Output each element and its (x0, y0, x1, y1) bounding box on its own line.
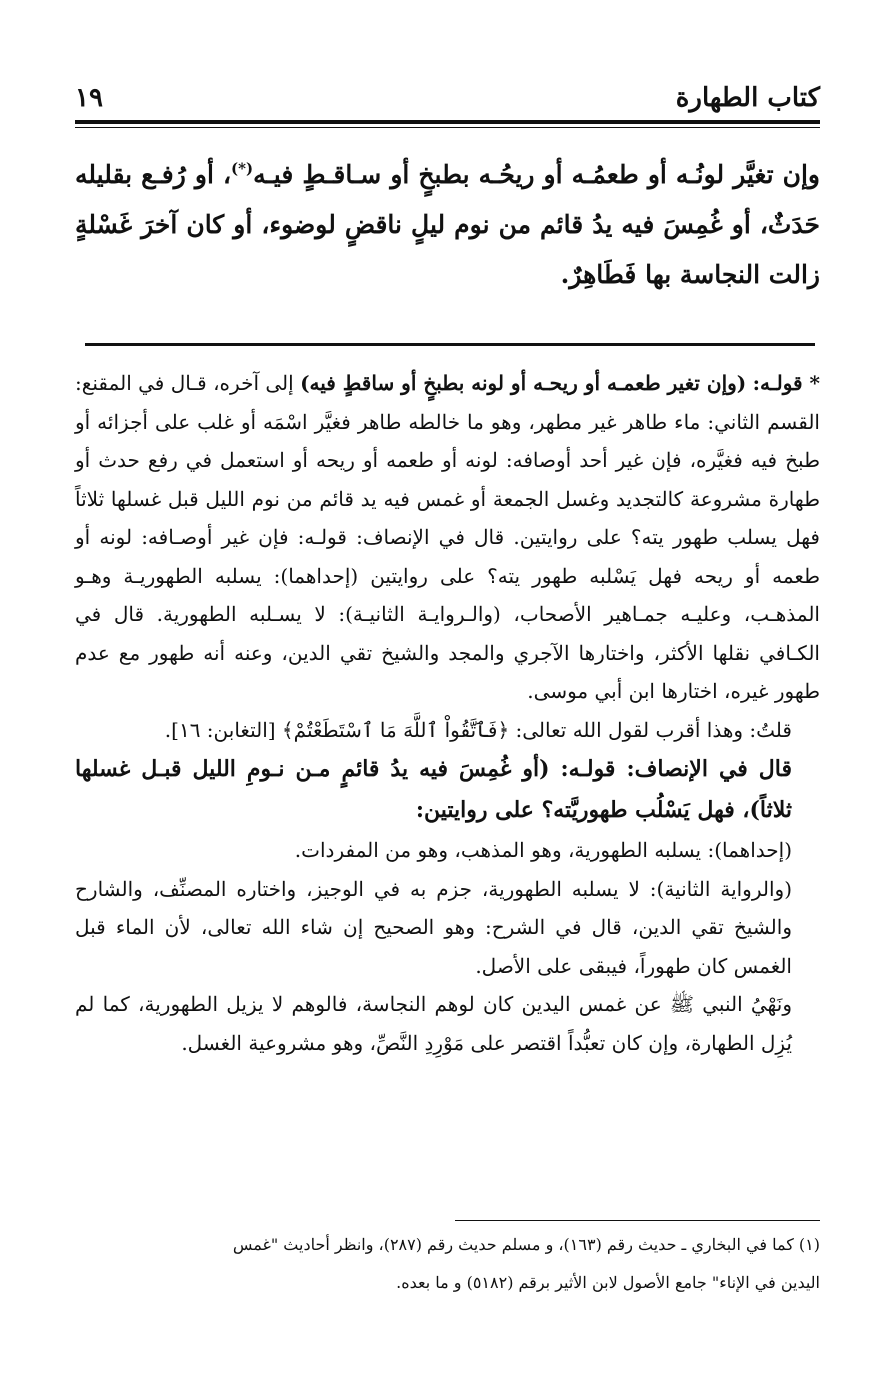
footnote-1-line-2: اليدين في الإناء" جامع الأصول لابن الأثير برقم (٥١٨٢) و ما بعده. (396, 1273, 820, 1292)
commentary-paragraph-5: (والرواية الثانية): لا يسلبه الطهورية، جزم به في الوجيز، واختاره المصنِّف، والشارح والشيخ تقي الدين، قال في الشرح: وهو الصحيح إن شاء الله تعالى، لأن الماء قبل الغمس كان طهوراً، فيبقى على الأصل. (75, 876, 792, 978)
commentary-p3-quote: (أو غُمِسَ فيه يدُ قائمٍ مـن نـومِ الليل قبـل غسلها ثلاثاً) (75, 756, 792, 823)
commentary-paragraph-2: قلتُ: وهذا أقرب لقول الله تعالى: ﴿فَٱتَّقُواْ ٱللَّهَ مَا ٱسْتَطَعْتُمْ﴾ [التغابن: ١٦]. (164, 717, 792, 742)
main-text-body: وإن تغيَّر لونُـه أو طعمُـه أو ريحُـه بطبخٍ أو سـاقـطٍ فيـه (253, 160, 820, 189)
commentary-p3-lead: قال في الإنصاف: قولـه: (560, 756, 792, 782)
footnote-1-line-1: (١) كما في البخاري ـ حديث رقم (١٦٣)، و مسلم حديث رقم (٢٨٧)، وانظر أحاديث "غمس (232, 1235, 820, 1254)
commentary-body: إلى آخره، قـال في المقنع: القسم الثاني: ماء طاهر غير مطهر، وهو ما خالطه طاهر فغيَّر اسْمَه أو غلب على أجزائه أو طبخ فيه فغيَّره، فإن غير أحد أوصافه: لونه أو طعمه أو ريحه أو استعمل في رفع حدث أو طهارة مشروعة كالتجديد وغسل الجمعة أو غمس فيه يد قائم من نوم الليل قبل غسلها ثلاثاً فهل يسلب طهور يته؟ على روايتين. قال في الإنصاف: قولـه: فإن غير أوصـافه: لونه أو طعمه أو ريحه فهل يَسْلبه طهور يته؟ على روايتين (إحداهما): يسلبه الطهوريـة وهـو المذهـب، وعليـه جمـاهير الأصحاب، (والـروايـة الثانيـة): لا يسـلبه الطهورية. قال في الكـافي نقلها الأكثر، واختارها الآجري والمجد والشيخ تقي الدين، وعنه أنه طهور مع عدم طهور غيره، اختارها ابن أبي موسى. (75, 371, 820, 703)
commentary (75, 364, 820, 1062)
commentary-paragraph-6: ونَهْيُ النبي ﷺ عن غمس اليدين كان لوهم النجاسة، فالوهم لا يزيل الطهورية، كما لم يُزِل الطهارة، وإن كان تعبُّداً اقتصر على مَوْرِدِ النَّصِّ، وهو مشروعية الغسل. (75, 992, 792, 1055)
main-text (75, 150, 820, 300)
commentary-p3-rest: ، فهل يَسْلُب طهوريَّته؟ على روايتين: (415, 797, 750, 823)
footnote-divider (455, 1220, 820, 1221)
commentary-lead: * قولـه: (752, 371, 821, 395)
running-header (75, 80, 820, 120)
page-number: ١٩ (75, 83, 103, 113)
commentary-quote: (وإن تغير طعمـه أو ريحـه أو لونه بطبخٍ أو ساقطٍ فيه) (300, 371, 747, 395)
commentary-paragraph-3 (75, 749, 820, 831)
main-text-divider (85, 343, 815, 346)
commentary-paragraph-4: (إحداهما): يسلبه الطهورية، وهو المذهب، وهو من المفردات. (294, 838, 792, 862)
footnote-marker: (*) (231, 159, 254, 178)
header-rule-thin (75, 127, 820, 128)
header-rule-thick (75, 120, 820, 124)
footnotes (100, 1226, 820, 1302)
book-title: كتاب الطهارة (675, 83, 820, 113)
commentary-paragraph-1 (75, 364, 820, 711)
main-text-continued: ، أو رُفـع بقليله حَدَثٌ، أو غُمِسَ فيه يدُ قائم من نوم ليلٍ ناقضٍ لوضوء، أو كان آخرَ غَسْلةٍ زالت النجاسة بها فَطَاهِرٌ. (75, 160, 820, 289)
